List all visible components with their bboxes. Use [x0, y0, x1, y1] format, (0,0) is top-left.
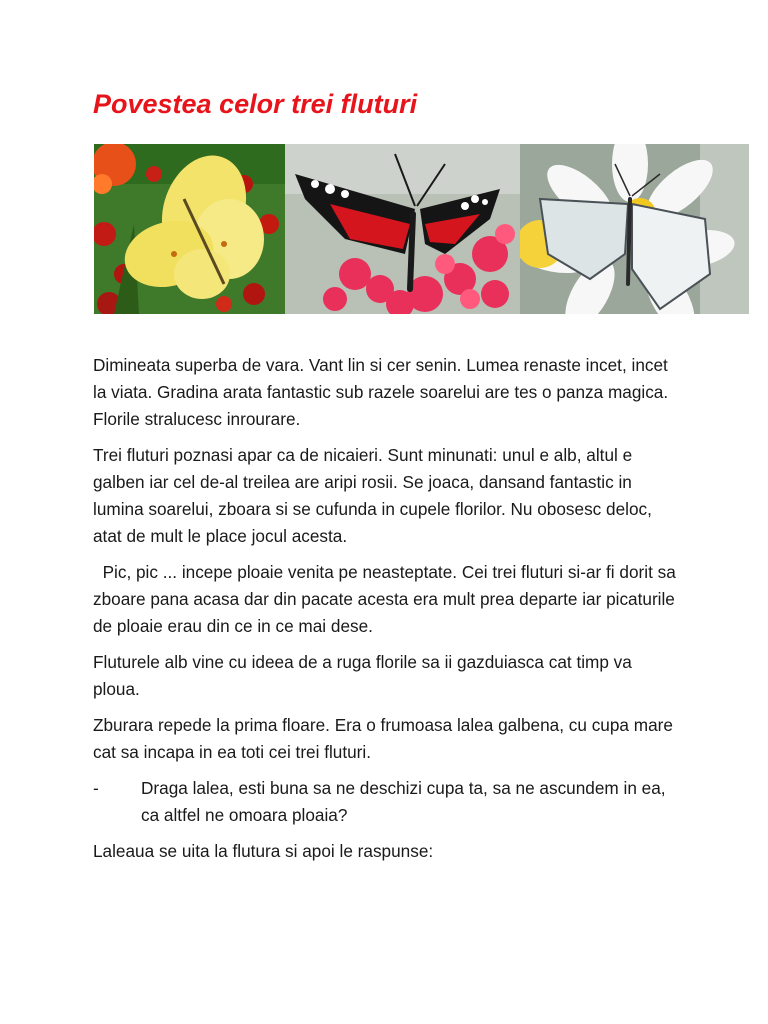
red-black-butterfly-photo	[285, 144, 520, 314]
story-title: Povestea celor trei fluturi	[93, 89, 418, 119]
butterfly-photo-strip	[94, 144, 749, 314]
paragraph: Trei fluturi poznasi apar ca de nicaieri. Sunt minunati: unul e alb, altul e galben iar cel de-al treilea are aripi rosii. Se joaca, dansand fantastic in lumina soarelui, zboara si se cufunda in cupele florilor. Nu obosesc deloc, atat de mult le place jocul acesta.	[93, 445, 652, 546]
paragraph: Pic, pic ... incepe ploaie venita pe neasteptate. Cei trei fluturi si-ar fi dorit sa zboare pana acasa dar din pacate acesta era mult prea departe iar picaturile de ploaie erau din ce in ce mai dese.	[93, 562, 681, 636]
dialog-text: Draga lalea, esti buna sa ne deschizi cupa ta, sa ne ascundem in ea, ca altfel ne omoara ploaia?	[141, 778, 666, 825]
paragraph: Dimineata superba de vara. Vant lin si cer senin. Lumea renaste incet, incet la viata. Gradina arata fantastic sub razele soarelui are tes o panza magica. Florile stralucesc inrourare.	[93, 355, 669, 429]
yellow-butterfly-photo	[94, 144, 285, 314]
dialog-line	[93, 775, 683, 829]
story-body	[93, 352, 683, 874]
paragraph: Fluturele alb vine cu ideea de a ruga florile sa ii gazduiasca cat timp va ploua.	[93, 652, 632, 699]
paragraph: Laleaua se uita la flutura si apoi le raspunse:	[93, 841, 434, 861]
white-butterfly-photo	[520, 144, 749, 314]
paragraph: Zburara repede la prima floare. Era o frumoasa lalea galbena, cu cupa mare cat sa incapa in ea toti cei trei fluturi.	[93, 715, 673, 762]
dialog-dash: -	[93, 778, 99, 798]
